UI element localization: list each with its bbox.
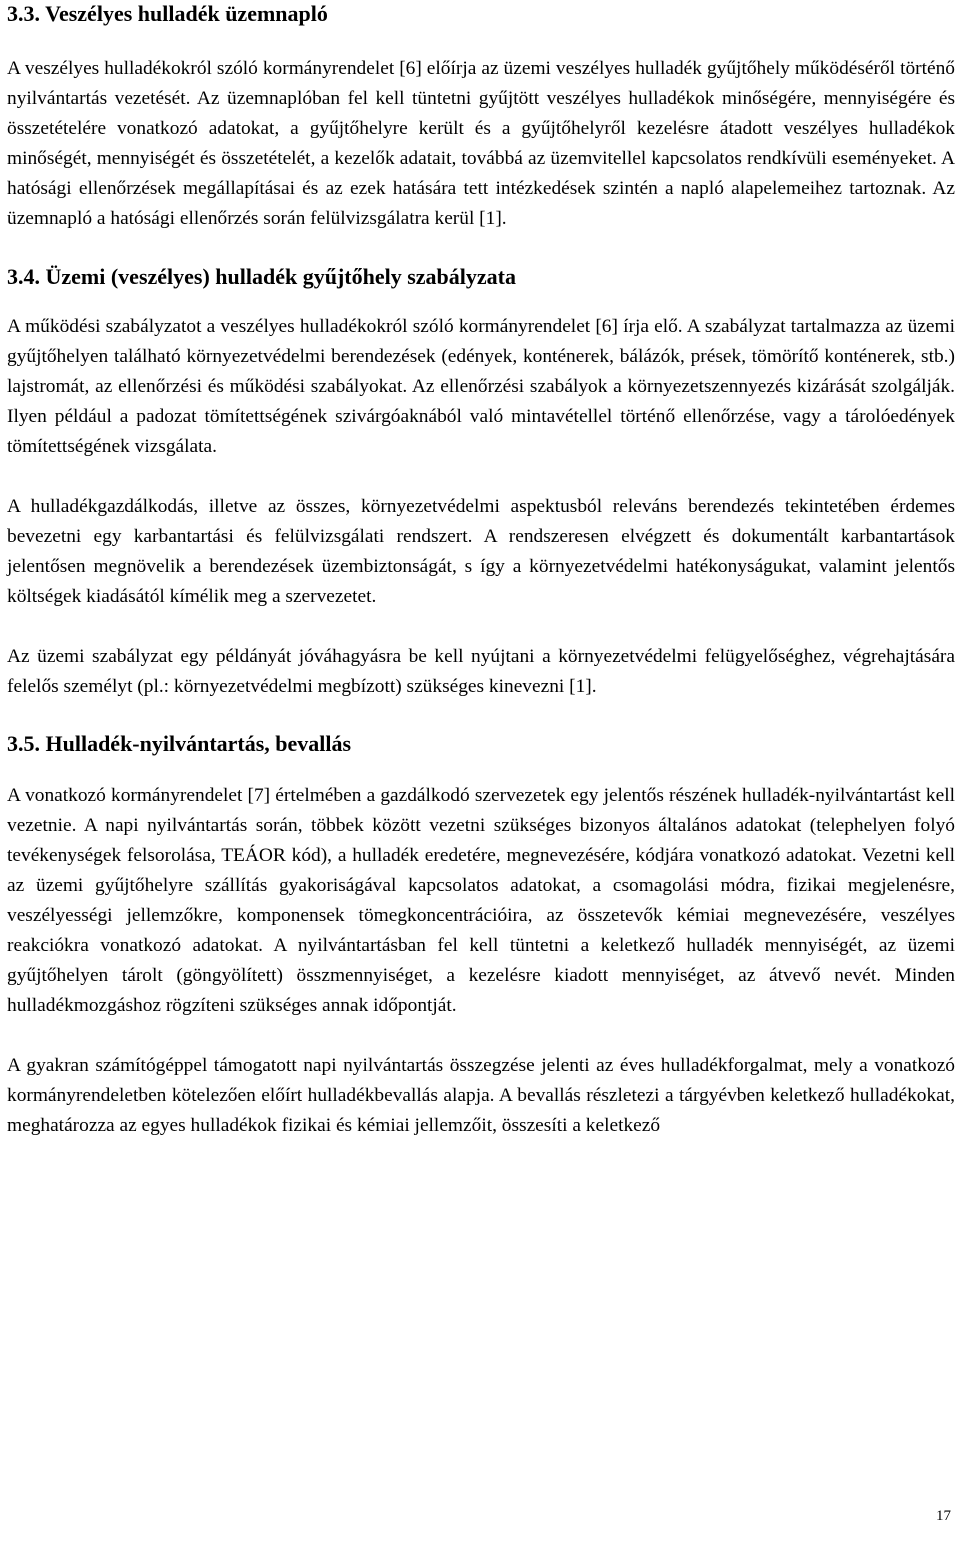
document-page — [7, 0, 955, 1141]
paragraph-3-4-2: A hulladékgazdálkodás, illetve az összes, környezetvédelmi aspektusból releváns berendezés tekintetében érdemes bevezetni egy karbantartási és felülvizsgálati rendszert. A rendszeresen elvégzett és dokumentált karbantartások jelentősen megnövelik a berendezések üzembiztonságát, s így a környezetvédelmi hatékonyságukat, valamint jelentős költségek kiadásától kímélik meg a szervezetet. — [7, 496, 955, 607]
paragraph-3-4-3: Az üzemi szabályzat egy példányát jóváhagyásra be kell nyújtani a környezetvédelmi felügyelőséghez, végrehajtására felelős személyt (pl.: környezetvédelmi megbízott) szükséges kinevezni [1]. — [7, 646, 955, 697]
page-number: 17 — [936, 1508, 951, 1524]
section-heading-3-4: 3.4. Üzemi (veszélyes) hulladék gyűjtőhely szabályzata — [7, 264, 516, 289]
section-heading-3-5: 3.5. Hulladék-nyilvántartás, bevallás — [7, 731, 352, 756]
paragraph-3-5-1: A vonatkozó kormányrendelet [7] értelmében a gazdálkodó szervezetek egy jelentős részének hulladék-nyilvántartást kell vezetnie. A napi nyilvántartás során, többek között vezetni szükséges bizonyos általános adatokat (telephelyen folyó tevékenységek felsorolása, TEÁOR kód), a hulladék eredetére, megnevezésére, kódjára vonatkozó adatokat. Vezetni kell az üzemi gyűjtőhelyre szállítás gyakoriságával kapcsolatos adatokat, a csomagolási módra, fizikai megjelenésre, veszélyességi jellemzőkre, komponensek tömegkoncentrációira, az összetevők kémiai megnevezésére, veszélyes reakciókra vonatkozó adatokat. A nyilvántartásban fel kell tüntetni a keletkező hulladék mennyiségét, az üzemi gyűjtőhelyen tárolt (göngyölített) összmennyiséget, a kezelésre kiadott mennyiséget, az átvevő nevét. Minden hulladékmozgáshoz rögzíteni szükséges annak időpontját. — [7, 785, 955, 1016]
paragraph-3-5-2: A gyakran számítógéppel támogatott napi nyilvántartás összegzése jelenti az éves hulladékforgalmat, mely a vonatkozó kormányrendeletben kötelezően előírt hulladékbevallás alapja. A bevallás részletezi a tárgyévben keletkező hulladékokat, meghatározza az egyes hulladékok fizikai és kémiai jellemzőit, összesíti a keletkező — [7, 1055, 955, 1136]
paragraph-3-4-1: A működési szabályzatot a veszélyes hulladékokról szóló kormányrendelet [6] írja elő. A szabályzat tartalmazza az üzemi gyűjtőhelyen található környezetvédelmi berendezések (edények, konténerek, bálázók, prések, tömörítő konténerek, stb.) lajstromát, az ellenőrzési és működési szabályokat. Az ellenőrzési szabályok a környezetszennyezés kizárását szolgálják. Ilyen például a padozat tömítettségének szivárgóaknából való mintavétellel történő ellenőrzése, vagy a tárolóedények tömítettségének vizsgálata. — [7, 316, 955, 457]
section-heading-3-3: 3.3. Veszélyes hulladék üzemnapló — [7, 1, 328, 26]
paragraph-3-3-1: A veszélyes hulladékokról szóló kormányrendelet [6] előírja az üzemi veszélyes hulladék gyűjtőhely működéséről történő nyilvántartás vezetését. Az üzemnaplóban fel kell tüntetni gyűjtött veszélyes hulladékok minőségére, mennyiségére és összetételére vonatkozó adatokat, a gyűjtőhelyre került és a gyűjtőhelyről kezelésre átadott veszélyes hulladékok minőségét, mennyiségét és összetételét, a kezelők adatait, továbbá az üzemvitellel kapcsolatos rendkívüli eseményeket. A hatósági ellenőrzések megállapításai és az ezek hatására tett intézkedések szintén a napló alapelemeihez tartoznak. Az üzemnapló a hatósági ellenőrzés során felülvizsgálatra kerül [1]. — [7, 58, 955, 229]
